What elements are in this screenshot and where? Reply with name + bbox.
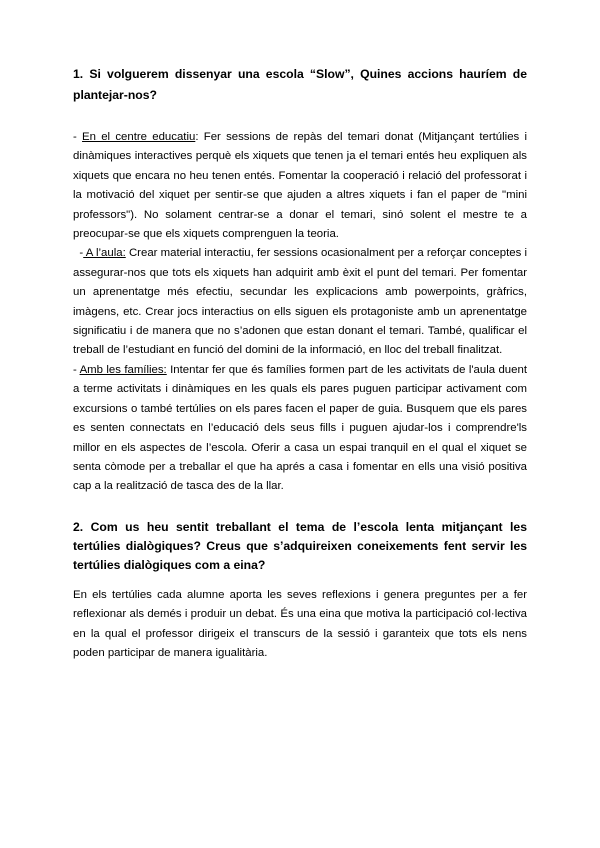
section-text-aula: Crear material interactiu, fer sessions ocasionalment per a reforçar conceptes i assegurar-nos que tots els xiquets han adquirit amb èxit el punt del temari. Per fomentar un aprenentatge més efectiu, secundar les explicacions amb powerpoints, gràfrics, imàgens, etc. Crear jocs interactius on ells siguen els protagoniste amb un aprenentatge significatiu i de manera que no s’adonen que estan donant el temari. També, qualificar el treball de l’estudiant en funció del domini de la informació, en lloc del treball finalitzat. bbox=[73, 247, 528, 357]
question-1-heading: 1. Si volguerem dissenyar una escola “Slow”, Quines accions hauríem de plantejar-nos? bbox=[73, 67, 527, 102]
section-prefix: - bbox=[73, 131, 83, 143]
section-aula bbox=[73, 244, 527, 360]
section-heading-families: Amb les famílies: bbox=[79, 363, 167, 376]
section-separator: : bbox=[195, 131, 199, 143]
section-text-centre-educatiu: Fer sessions de repàs del temari donat (Mitjançant tertúlies i dinàmiques interactives perquè els xiquets que tenen ja el temari entés heu expliquen als xiquets que encara no heu tenen entés. Fomentar la cooperació i relació del professorat i la motivació del xiquet per sentir-se que ajuden a altres xiquets i fan el paper de "mini professors"). No solament centrar-se a donar el temari, sinó solent el mestre te a preocupar-se que els xiquets comprenguen la teoria. bbox=[73, 131, 527, 241]
section-heading-aula: A l’aula: bbox=[83, 247, 126, 260]
section-text-families: Intentar fer que és famílies formen part de les activitats de l'aula duent a terme activitats i dinàmiques en les quals els pares puguen participar activament com excursions o també tertúlies on els pares facen el paper de guia. Busquem que els pares es senten connectats en l’educació dels seus fills i puguen ajudar-los i comprendre'ls millor en els aspectes de l’escola. Oferir a casa un espai tranquil en el qual el xiquet se senta còmode per a treballar el que ha aprés a casa i fomentar en ells una visió positiva cap a la realització de tasca des de la llar. bbox=[73, 363, 527, 493]
section-prefix: - bbox=[73, 247, 84, 260]
answer-2-paragraph: En els tertúlies cada alumne aporta les seves reflexions i genera preguntes per a fer reflexionar als demés i produir un debat. És una eina que motiva la participació col·lectiva en la qual el professor dirigeix el transcurs de la sessió i garanteix que tots els nens poden participar de manera igualitària. bbox=[73, 588, 527, 659]
document-page bbox=[73, 64, 527, 663]
section-families bbox=[73, 361, 527, 497]
question-2-heading: 2. Com us heu sentit treballant el tema de l’escola lenta mitjançant les tertúlies dialògiques? Creus que s’adquireixen coneixements fent servir les tertúlies dialògiques com a eina? bbox=[73, 519, 527, 572]
section-centre-educatiu bbox=[73, 128, 527, 244]
section-prefix: - bbox=[73, 363, 80, 376]
section-heading-centre-educatiu: En el centre educatiu bbox=[82, 131, 196, 143]
